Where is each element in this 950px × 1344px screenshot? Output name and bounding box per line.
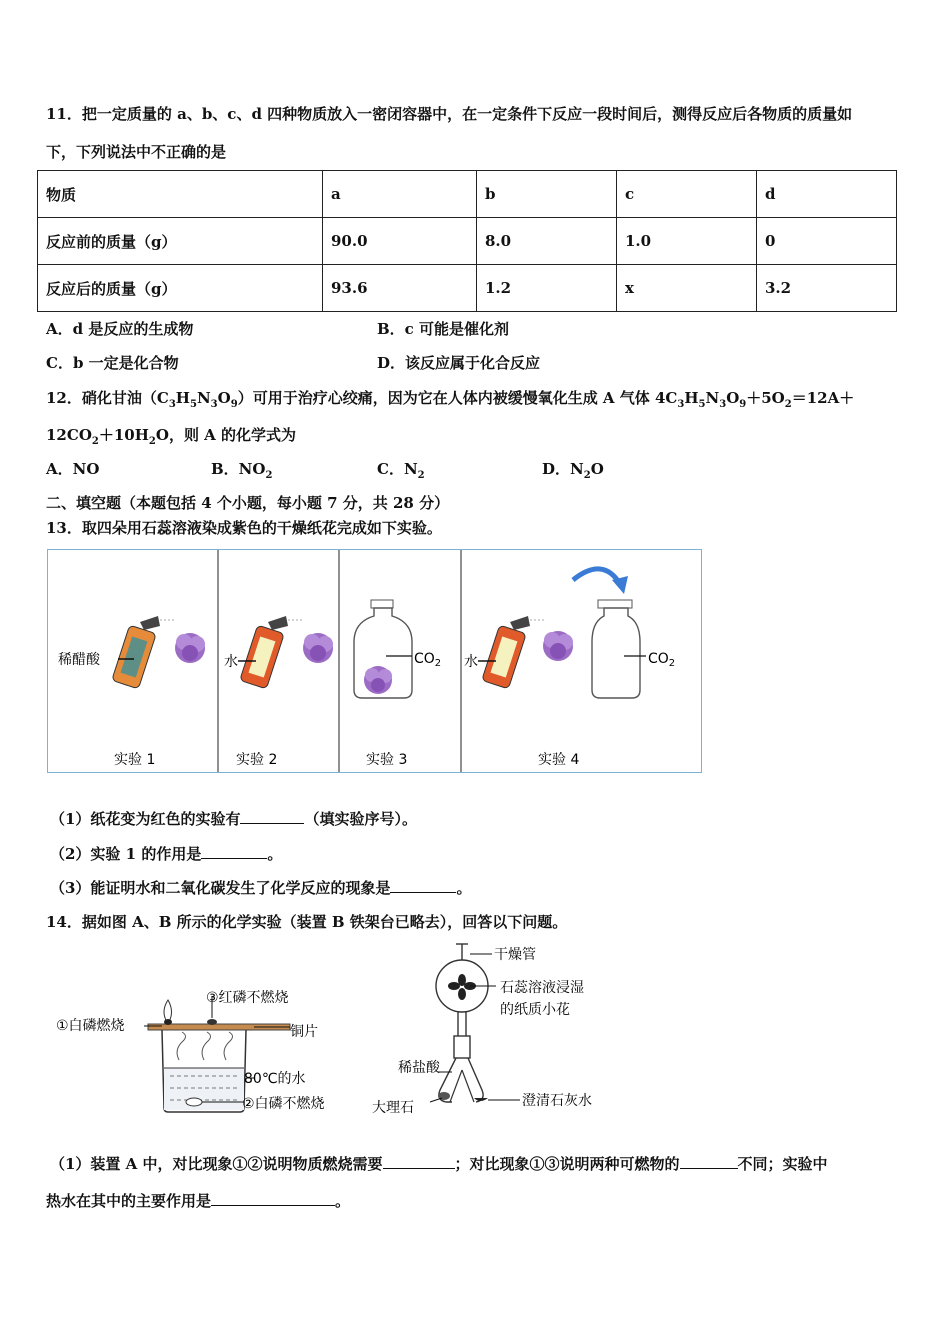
q13-sub3 bbox=[50, 877, 471, 898]
sprayer-icon bbox=[482, 616, 544, 689]
q13-sub1-prefix: （1）纸花变为红色的实验有 bbox=[50, 810, 241, 828]
label-white-phosphorus-burning: ①白磷燃烧 bbox=[56, 1018, 125, 1034]
steam-icon bbox=[177, 1032, 185, 1060]
table-cell: 物质 bbox=[38, 171, 323, 218]
table-cell: c bbox=[617, 171, 757, 218]
q12-option-a: A．NO bbox=[46, 460, 100, 478]
q13-sub2 bbox=[50, 843, 282, 864]
panel-label-3: 实验 3 bbox=[366, 752, 408, 768]
label-co2-text: CO bbox=[648, 651, 669, 667]
q12-equation-right: $12CO_2+10H_2O$ bbox=[46, 426, 169, 447]
q14-sub1-part1: （1）装置 A 中，对比现象①②说明物质燃烧需要 bbox=[50, 1155, 383, 1173]
table-cell: 3.2 bbox=[757, 265, 897, 312]
red-phosphorus-icon bbox=[207, 1019, 217, 1025]
q13-experiment-figure bbox=[47, 549, 702, 773]
q14-sub1-line2-prefix: 热水在其中的主要作用是 bbox=[46, 1192, 212, 1210]
water bbox=[164, 1068, 244, 1110]
table-cell: x bbox=[617, 265, 757, 312]
phosphorus-icon bbox=[186, 1098, 202, 1106]
flower-icon bbox=[364, 666, 392, 694]
arrow-icon bbox=[573, 569, 620, 584]
label-drying-tube: 干燥管 bbox=[494, 947, 536, 963]
q12-option-c: C．$N_2$ bbox=[377, 460, 425, 481]
table-cell: 反应前的质量（g） bbox=[38, 218, 323, 265]
q11-stem-line1: 11．把一定质量的 a、b、c、d 四种物质放入一密闭容器中，在一定条件下反应一段时间后，测得反应后各物质的质量如 bbox=[46, 105, 853, 123]
answer-blank[interactable] bbox=[390, 878, 456, 893]
q14-sub1-line2-suffix: 。 bbox=[335, 1192, 351, 1210]
q13-stem: 13．取四朵用石蕊溶液染成紫色的干燥纸花完成如下实验。 bbox=[46, 519, 442, 537]
panel-label-4: 实验 4 bbox=[538, 752, 580, 768]
table-cell: a bbox=[323, 171, 477, 218]
q12-equation-left: $4C_3H_5N_3O_9+5O_2=12A+$ bbox=[655, 389, 855, 410]
q13-sub3-prefix: （3）能证明水和二氧化碳发生了化学反应的现象是 bbox=[50, 879, 391, 897]
table-cell: 8.0 bbox=[477, 218, 617, 265]
q14-figure-b bbox=[370, 940, 630, 1120]
sprayer-icon bbox=[112, 616, 174, 689]
table-header-row bbox=[38, 171, 897, 218]
table-row bbox=[38, 218, 897, 265]
table-cell: 90.0 bbox=[323, 218, 477, 265]
flower-icon bbox=[303, 633, 333, 663]
q11-option-c: C．b 一定是化合物 bbox=[46, 354, 179, 372]
q12-option-d-text: D．N bbox=[542, 460, 584, 478]
q13-sub1 bbox=[50, 808, 417, 829]
table-cell: 1.2 bbox=[477, 265, 617, 312]
sprayer-icon bbox=[240, 616, 302, 689]
label-water: 水 bbox=[224, 654, 238, 670]
q12-option-b: B．$NO_2$ bbox=[211, 460, 273, 481]
table-cell: 反应后的质量（g） bbox=[38, 265, 323, 312]
q12-stem-mid: ）可用于治疗心绞痛，因为它在人体内被缓慢氧化生成 A 气体 bbox=[237, 389, 655, 407]
label-acid: 稀醋酸 bbox=[58, 652, 100, 668]
label-marble: 大理石 bbox=[372, 1100, 414, 1116]
q11-option-b: B．c 可能是催化剂 bbox=[377, 320, 510, 338]
flower-icon bbox=[543, 631, 573, 661]
label-copper: 铜片 bbox=[290, 1024, 318, 1040]
label-flower-line1: 石蕊溶液浸湿 bbox=[500, 980, 584, 996]
q12-option-c-text: C．N bbox=[377, 460, 418, 478]
flower-icon bbox=[175, 633, 205, 663]
q14-sub1-line1 bbox=[50, 1153, 828, 1174]
label-co2-subscript: 2 bbox=[434, 658, 442, 669]
label-co2 bbox=[648, 651, 675, 669]
q12-stem-prefix: 12．硝化甘油（ bbox=[46, 389, 157, 407]
stopper bbox=[454, 1036, 470, 1058]
answer-blank[interactable] bbox=[680, 1154, 738, 1169]
label-red-phosphorus: ③红磷不燃烧 bbox=[206, 990, 289, 1006]
answer-blank[interactable] bbox=[201, 844, 267, 859]
q14-sub1-part2: ；对比现象①③说明两种可燃物的 bbox=[454, 1155, 680, 1173]
q11-option-d: D．该反应属于化合反应 bbox=[377, 354, 541, 372]
label-water: 水 bbox=[464, 654, 478, 670]
table-cell: d bbox=[757, 171, 897, 218]
section-title: 二、填空题（本题包括 4 个小题，每小题 7 分，共 28 分） bbox=[46, 494, 450, 512]
label-white-phosphorus-not-burning: ②白磷不燃烧 bbox=[242, 1096, 325, 1112]
answer-blank[interactable] bbox=[383, 1154, 455, 1169]
q13-sub2-prefix: （2）实验 1 的作用是 bbox=[50, 845, 202, 863]
label-co2-subscript: 2 bbox=[668, 658, 676, 669]
q14-sub1-line2 bbox=[46, 1190, 350, 1211]
table-row bbox=[38, 265, 897, 312]
gas-jar-icon bbox=[592, 600, 640, 698]
answer-blank[interactable] bbox=[211, 1191, 335, 1206]
panel-label-2: 实验 2 bbox=[236, 752, 278, 768]
label-limewater: 澄清石灰水 bbox=[522, 1093, 592, 1109]
label-hydrochloric-acid: 稀盐酸 bbox=[398, 1060, 440, 1076]
label-co2-text: CO bbox=[414, 651, 435, 667]
q12-option-b-text: B．NO bbox=[211, 460, 266, 478]
q12-option-d: D．$N_2O$ bbox=[542, 460, 604, 481]
q14-figure-a bbox=[54, 980, 364, 1120]
table-cell: 0 bbox=[757, 218, 897, 265]
q13-sub1-suffix: （填实验序号）。 bbox=[304, 810, 417, 828]
label-flower-line2: 的纸质小花 bbox=[500, 1002, 570, 1018]
table-cell: 93.6 bbox=[323, 265, 477, 312]
q13-sub3-suffix: 。 bbox=[456, 879, 472, 897]
limewater-icon bbox=[474, 1098, 488, 1101]
label-co2 bbox=[414, 651, 441, 669]
q12-stem-line1 bbox=[46, 387, 854, 410]
q14-sub1-part3: 不同；实验中 bbox=[737, 1155, 828, 1173]
panel-label-1: 实验 1 bbox=[114, 752, 156, 768]
table-cell: b bbox=[477, 171, 617, 218]
q12-stem-tail: ，则 A 的化学式为 bbox=[168, 426, 297, 444]
q12-formula-nitroglycerin: $C_3H_5N_3O_9$ bbox=[156, 389, 238, 410]
q14-stem: 14．据如图 A、B 所示的化学实验（装置 B 铁架台已略去），回答以下问题。 bbox=[46, 913, 568, 931]
label-hot-water: 80℃的水 bbox=[244, 1071, 306, 1087]
q11-option-a: A．d 是反应的生成物 bbox=[46, 320, 194, 338]
q11-mass-table bbox=[37, 170, 897, 312]
q13-sub2-suffix: 。 bbox=[267, 845, 283, 863]
answer-blank[interactable] bbox=[240, 809, 304, 824]
q12-stem-line2 bbox=[46, 424, 296, 447]
table-cell: 1.0 bbox=[617, 218, 757, 265]
q11-stem-line2: 下，下列说法中不正确的是 bbox=[46, 143, 227, 161]
